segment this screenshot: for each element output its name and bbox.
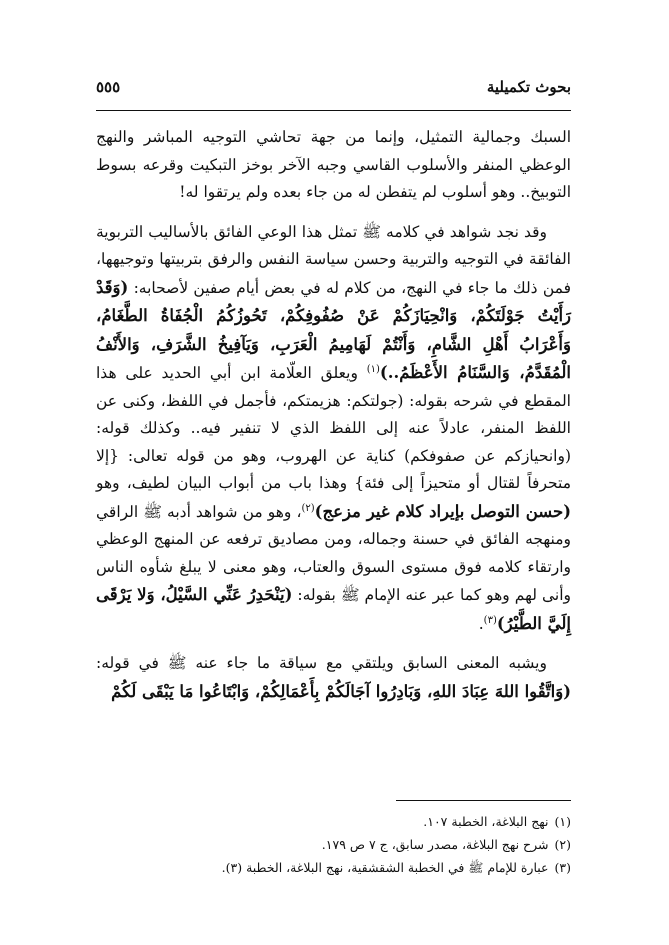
paragraph (96, 650, 571, 706)
footnote-marker: (١) (366, 363, 380, 375)
footnote-number: (٣) (554, 860, 571, 875)
footnote (96, 856, 571, 879)
footnote-text: نهج البلاغة، الخطبة ١٠٧. (423, 814, 549, 829)
quoted-text: (وَاتَّقُوا اللهَ عِبَادَ اللهِ، وَبَادِرُوا آجَالَكُمْ بِأَعْمَالِكُمْ، وَابْتَاعُوا مَا يَبْقَى لَكُمْ (111, 681, 571, 701)
paragraph (96, 124, 571, 207)
body-text-run: وقد نجد شواهد في كلامه ﷺ تمثل هذا الوعي الفائق بالأساليب التربوية الفائقة في التوجيه والتربية وحسن سياسة النفس والرفق بتربيتها وتوجيهها، فمن ذلك ما جاء في النهج، من كلام له في بعض أيام صفين لأصحابه: (96, 222, 571, 297)
footnotes (96, 810, 571, 879)
body-text-run: ويشبه المعنى السابق ويلتقي مع سياقة ما جاء عنه ﷺ في قوله: (96, 654, 547, 672)
footnote (96, 833, 571, 856)
paragraph (96, 219, 571, 639)
footnote (96, 810, 571, 833)
footnote-number: (١) (554, 814, 571, 829)
footnote-text: عبارة للإمام ﷺ في الخطبة الشقشقية، نهج البلاغة، الخطبة (٣). (221, 860, 549, 875)
body-text-run: السبك وجمالية التمثيل، وإنما من جهة تحاشي التوجيه المباشر والنهج الوعظي المنفر والأسلوب القاسي وجبه الآخر بوخز التبكيت وقرعه بسوط التوبيخ.. وهو أسلوب لم يتفطن له من جاء بعده ولم يرتقوا له! (96, 128, 571, 201)
quoted-text: (وَقَدْ رَأَيْتُ جَوْلَتَكُمْ، وَانْحِيَازَكُمْ عَنْ صُفُوفِكُمْ، تَحُوزُكُمُ الْجُفَاةُ الطَّغَامُ، وَأَعْرَابُ أَهْلِ الشَّامِ، وَأَنْتُمْ لَهَامِيمُ الْعَرَبِ، وَيَآفِيخُ الشَّرَفِ، وَالأَنْفُ الْمُقَدَّمُ، وَالسَّنَامُ الأَعْظَمُ..) (96, 277, 571, 382)
running-head (96, 74, 571, 100)
footnote-marker: (٢) (301, 502, 315, 514)
footnote-marker: (٣) (483, 614, 497, 626)
footnote-separator (396, 800, 571, 801)
footnote-number: (٢) (554, 837, 571, 852)
footnote-text: شرح نهج البلاغة، مصدر سابق، ج ٧ ص ١٧٩. (321, 837, 549, 852)
quoted-text: (حسن التوصل بإيراد كلام غير مزعج) (314, 501, 572, 521)
page-number: ٥٥٥ (96, 78, 121, 96)
running-head-title: بحوث تكميلية (486, 78, 571, 96)
body-text-run: ويعلق العلّامة ابن أبي الحديد على هذا المقطع في شرحه بقوله: (جولتكم: هزيمتكم، فأجمل في اللفظ، وكنى عن اللفظ المنفر، عادلاً عنه إلى اللفظ الذي لا تنفير فيه.. وكذلك قوله: (وانحيازكم عن صفوفكم) كناية عن الهروب، وهو من قوله تعالى: {إلا متحرفاً لقتال أو متحيزاً إلى فئة} وهذا باب من أبواب البيان لطيف، وهو (96, 364, 571, 492)
quoted-text: (يَنْحَدِرُ عَنِّي السَّيْلُ، وَلا يَرْقَى إِلَيَّ الطَّيْرُ) (96, 585, 571, 633)
body-text-run: . (478, 614, 484, 633)
body-text-run: ، وهو من شواهد أدبه ﷺ الراقي ومنهجه الفائق في حسنة وجماله، ومن مصاديق ترفعه عن المنهج الوعظي وارتقاء كلامه فوق مستوى السوق والعتاب، وهو معنى لا يبلغ شأوه الناس وأنى لهم وهو كما عبر عنه الإمام ﷺ بقوله: (96, 502, 572, 604)
header-rule (96, 110, 571, 111)
body-text (96, 124, 571, 718)
